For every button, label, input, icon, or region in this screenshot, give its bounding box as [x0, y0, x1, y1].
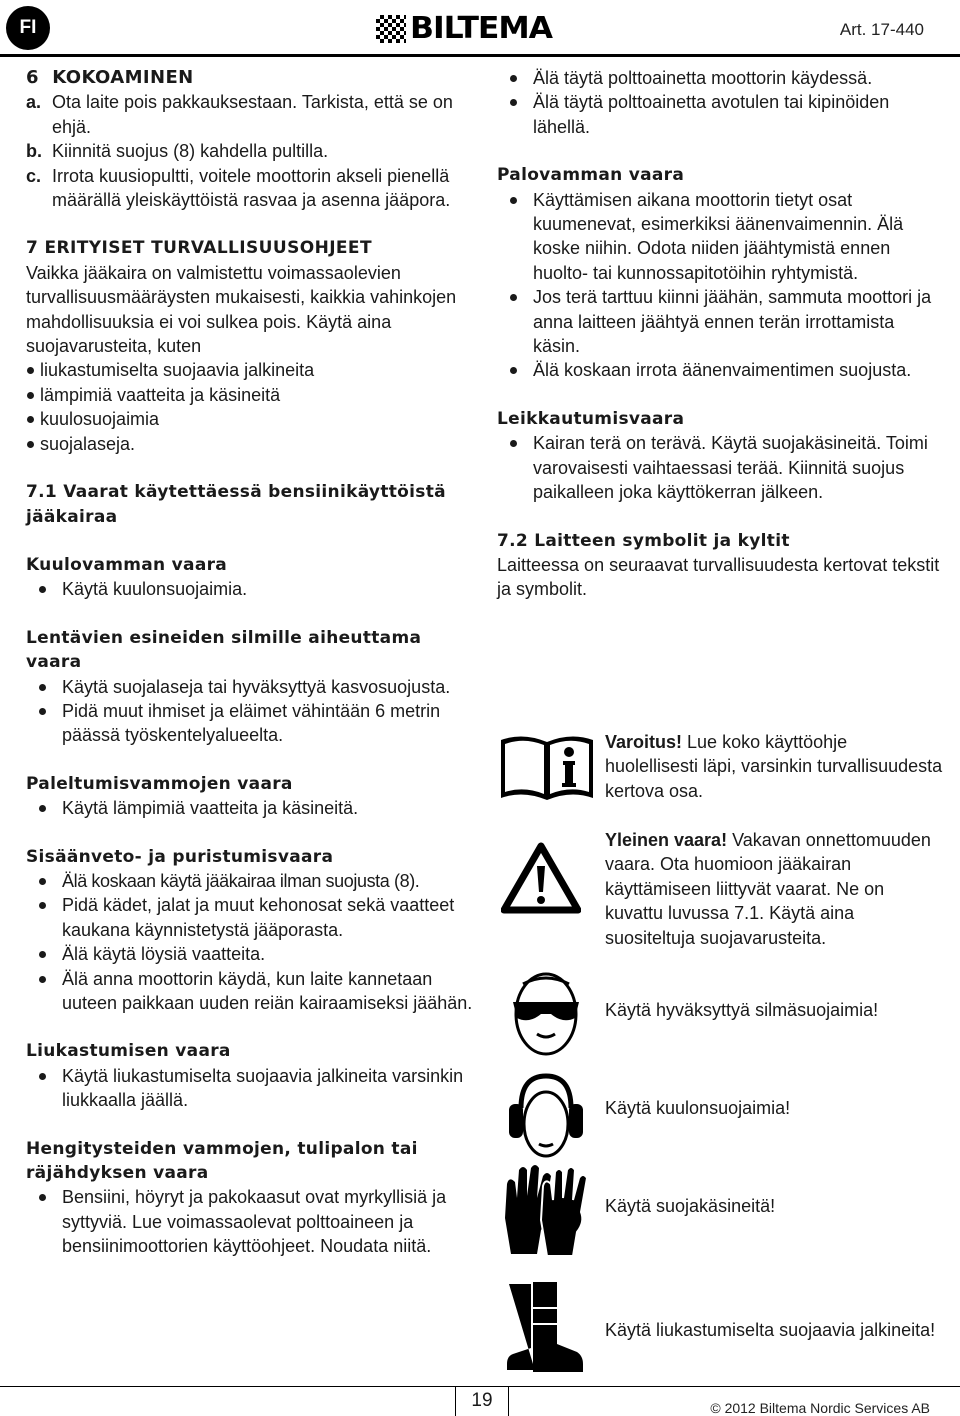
page-number: 19: [455, 1386, 509, 1416]
list-item: Käytä kuulonsuojaimia.: [26, 577, 476, 601]
boots-icon: [505, 1278, 605, 1384]
list-item: Älä koskaan käytä jääkairaa ilman suojusta (8).: [26, 869, 476, 893]
symbol-description: Käytä hyväksyttyä silmäsuojaimia!: [605, 1000, 879, 1020]
list-item: Pidä kädet, jalat ja muut kehonosat sekä vaatteet kaukana käynnistetystä jääporasta.: [26, 893, 476, 942]
checkered-flag-icon: [376, 15, 406, 43]
crush-hazard-list: [26, 869, 476, 1015]
hearing-hazard-title: Kuulovamman vaara: [26, 554, 228, 575]
brand-name: BILTEMA: [410, 10, 552, 46]
symbol-description: Vakavan onnettomuuden vaara. Ota huomioon jääkairan käyttämiseen liittyvät vaarat. Ne on kuvattu luvussa 7.1. Käytä aina suositeltuja suojavarusteita.: [605, 830, 931, 948]
section-6-title: 6 KOKOAMINEN: [26, 67, 194, 88]
list-item: Jos terä tarttuu kiinni jäähän, sammuta moottori ja anna laitteen jäähtyä ennen terän irrottamista käsin.: [497, 285, 942, 358]
section-7-title: 7 ERITYISET TURVALLISUUSOHJEET: [26, 238, 372, 259]
step-text: Irrota kuusiopultti, voitele moottorin akseli pienellä määrällä yleiskäyttöistä rasvaa ja asenna jääpora.: [52, 165, 451, 211]
burn-hazard-title: Palovamman vaara: [497, 165, 685, 186]
ear-protection-icon: [501, 1072, 601, 1168]
frostbite-hazard-list: [26, 796, 476, 820]
symbol-text: [605, 998, 945, 1022]
symbol-text: [605, 1318, 945, 1342]
protective-gear-list: [26, 358, 476, 456]
frostbite-hazard-title: Paleltumisvammojen vaara: [26, 773, 293, 794]
symbol-text: [605, 828, 945, 950]
symbol-description: Lue koko käyttöohje huolellisesti läpi, varsinkin turvallisuudesta kertova osa.: [605, 732, 943, 801]
goggles-icon: [501, 968, 601, 1064]
fire-hazard-text: Bensiini, höyryt ja pakokaasut ovat myrkyllisiä ja syttyviä. Lue voimassaolevat polttoaineen ja bensiinimoottorien käyttöohjeet. Noudata niitä.: [62, 1187, 447, 1257]
step-text: Ota laite pois pakkauksestaan. Tarkista, että se on ehjä.: [52, 92, 453, 137]
copyright-notice: © 2012 Biltema Nordic Services AB: [710, 1400, 930, 1416]
list-item: Käytä suojalaseja tai hyväksyttyä kasvosuojusta.: [26, 675, 476, 699]
assembly-step: [26, 139, 476, 163]
symbol-description: Käytä suojakäsineitä!: [605, 1196, 776, 1216]
article-number: Art. 17-440: [839, 20, 924, 39]
assembly-steps: [26, 90, 476, 212]
assembly-step: [26, 164, 476, 213]
eye-hazard-list: [26, 675, 476, 748]
symbol-bold-label: Yleinen vaara!: [605, 830, 728, 850]
list-item: Kairan terä on terävä. Käytä suojakäsineitä. Toimi varovaisesti vaihtaessasi terää. Kiinnitä suojus paikalleen joka käyttökerran jälkeen.: [497, 431, 942, 504]
fire-hazard-title: Hengitysteiden vammojen, tulipalon tai räjähdyksen vaara: [26, 1138, 418, 1184]
eye-hazard-title: Lentävien esineiden silmille aiheuttama vaara: [26, 627, 422, 673]
cut-hazard-title: Leikkautumisvaara: [497, 408, 685, 429]
language-badge: FI: [6, 6, 50, 50]
fire-hazard-list: [26, 1185, 476, 1258]
page-header: [0, 0, 960, 58]
crush-hazard-title: Sisäänveto- ja puristumisvaara: [26, 846, 334, 867]
step-text: Kiinnitä suojus (8) kahdella pultilla.: [52, 141, 329, 162]
slip-hazard-list: [26, 1064, 476, 1113]
list-item: Käyttämisen aikana moottorin tietyt osat kuumenevat, esimerkiksi äänenvaimennin. Älä koske niihin. Odota niiden jäähtymistä ennen huolto- tai kunnossapitotöihin ryhtymistä.: [497, 188, 942, 286]
list-item: Älä täytä polttoainetta avotulen tai kipinöiden lähellä.: [497, 90, 942, 139]
symbol-text: [605, 1096, 945, 1120]
gloves-icon: [497, 1158, 597, 1264]
list-item: Pidä muut ihmiset ja eläimet vähintään 6 metrin päässä työskentelyalueelta.: [26, 699, 476, 748]
burn-hazard-list: [497, 188, 942, 383]
list-item: lämpimiä vaatteita ja käsineitä: [26, 383, 476, 407]
warning-icon: [501, 842, 601, 920]
symbol-bold-label: Varoitus!: [605, 732, 683, 752]
cut-hazard-list: [497, 431, 942, 504]
list-item: Älä anna moottorin käydä, kun laite kannetaan uuteen paikkaan uuden reiän kairaamiseksi jäähän.: [26, 967, 476, 1016]
list-item: Älä täytä polttoainetta moottorin käydessä.: [497, 66, 942, 90]
list-item: Älä käytä löysiä vaatteita.: [26, 942, 476, 966]
manual-icon: [497, 732, 597, 808]
symbol-text: [605, 1194, 945, 1218]
left-column: [26, 66, 476, 1259]
list-item: Käytä liukastumiselta suojaavia jalkineita varsinkin liukkaalla jäällä.: [26, 1064, 476, 1113]
list-item: [26, 1185, 476, 1258]
list-item: suojalaseja.: [26, 432, 476, 456]
list-item: Älä koskaan irrota äänenvaimentimen suojusta.: [497, 358, 942, 382]
header-divider: [0, 54, 960, 57]
assembly-step: [26, 90, 476, 139]
step-letter: a.: [26, 92, 42, 113]
symbol-text: [605, 730, 945, 803]
list-item: liukastumiselta suojaavia jalkineita: [26, 358, 476, 382]
symbol-description: Käytä kuulonsuojaimia!: [605, 1098, 791, 1118]
slip-hazard-title: Liukastumisen vaara: [26, 1041, 231, 1062]
symbol-description: Käytä liukastumiselta suojaavia jalkineita!: [605, 1320, 936, 1340]
fire-hazard-list-continued: [497, 66, 942, 139]
step-letter: c.: [26, 165, 42, 186]
list-item: kuulosuojaimia: [26, 407, 476, 431]
right-column: [497, 66, 942, 602]
section-7-2-intro: Laitteessa on seuraavat turvallisuudesta kertovat tekstit ja symbolit.: [497, 554, 940, 600]
step-letter: b.: [26, 141, 42, 162]
section-7-1-title: 7.1 Vaarat käytettäessä bensiinikäyttöistä jääkairaa: [26, 482, 446, 527]
hearing-hazard-list: [26, 577, 476, 601]
brand-logo: [376, 10, 586, 46]
section-7-2-title: 7.2 Laitteen symbolit ja kyltit: [497, 530, 790, 551]
section-7-intro: Vaikka jääkaira on valmistettu voimassaolevien turvallisuusmääräysten mukaisesti, kaikkia vahinkojen mahdollisuuksia ei voi sulkea pois. Käytä aina suojavarusteita, kuten: [26, 262, 457, 357]
list-item: Käytä lämpimiä vaatteita ja käsineitä.: [26, 796, 476, 820]
